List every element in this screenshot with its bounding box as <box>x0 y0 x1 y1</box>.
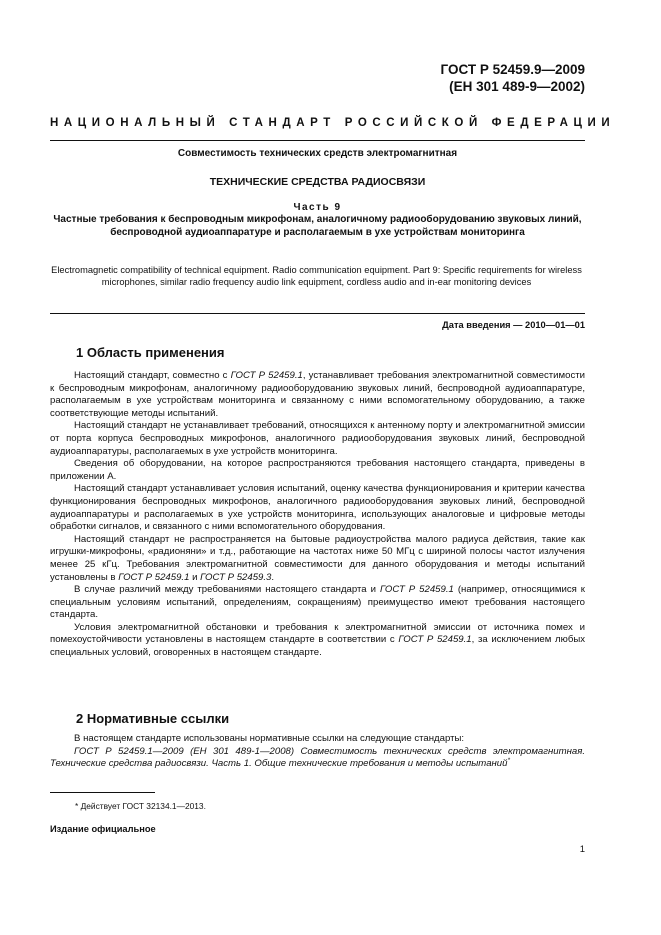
header-divider <box>50 140 585 141</box>
gost-number-block <box>441 61 585 95</box>
gost-number: ГОСТ Р 52459.9—2009 <box>440 62 585 77</box>
intro-date: Дата введения — 2010—01—01 <box>442 320 585 330</box>
section-1-heading: 1 Область применения <box>76 345 225 360</box>
title-line-1: Совместимость технических средств электромагнитная <box>177 148 458 159</box>
paragraph: Сведения об оборудовании, на которое распространяются требования настоящего стандарта, приведены в приложении А. <box>50 458 585 482</box>
en-number: (ЕН 301 489-9—2002) <box>449 79 585 94</box>
paragraph: Настоящий стандарт не устанавливает требований, относящихся к антенному порту и электромагнитной эмиссии от порта корпуса беспроводных микрофонов, аналогичного радиооборудования звуковых линий, беспроводной аудиоаппаратуры, располагаемых в ухе устройств мониторинга. <box>50 420 585 457</box>
paragraph: Настоящий стандарт, совместно с ГОСТ Р 52459.1, устанавливает требования электромагнитной совместимости к беспроводным микрофонам, аналогичному радиооборудованию звуковых линий, беспроводной аудиоаппаратуре, располагаемым в ухе устройствам мониторинга и связанному с ними вспомогательному оборудованию, а также соответствующие методы испытаний. <box>50 370 585 419</box>
english-title: Electromagnetic compatibility of technical equipment. Radio communication equipment. Part 9: Specific requirements for wireless microphones, similar radio frequency audio link equipment, cordless audio and in-ear monitoring devices <box>51 265 582 288</box>
standard-reference: ГОСТ Р 52459.3 <box>200 571 272 583</box>
standard-reference: ГОСТ Р 52459.1 <box>230 370 303 381</box>
section-1-body <box>50 370 585 660</box>
title-divider <box>50 313 585 314</box>
footnote-divider <box>50 792 155 793</box>
paragraph: Настоящий стандарт устанавливает условия испытаний, оценку качества функционирования и критерии качества функционирования беспроводных микрофонов, аналогичного радиооборудования звуковых линий, беспроводной аудиоаппаратуры и располагаемых в ухе устройств мониторинга, использующих аналоговые и цифровые методы обработки сигналов, и связанного с ними вспомогательного оборудования. <box>50 483 585 533</box>
standard-reference: ГОСТ Р 52459.1 <box>398 634 472 646</box>
paragraph: В настоящем стандарте использованы нормативные ссылки на следующие стандарты: <box>74 733 465 744</box>
part-label: Часть 9 <box>293 202 342 213</box>
paragraph: В случае различий между требованиями настоящего стандарта и ГОСТ Р 52459.1 (например, относящимися к специальным условиям испытаний, определениям, сокращениям) преимущество имеют требования настоящего стандарта. <box>50 584 586 621</box>
national-standard-heading: НАЦИОНАЛЬНЫЙ СТАНДАРТ РОССИЙСКОЙ ФЕДЕРАЦИИ <box>50 117 616 129</box>
standard-reference: ГОСТ Р 52459.1 <box>118 571 190 583</box>
edition-label: Издание официальное <box>50 824 156 834</box>
paragraph: Условия электромагнитной обстановки и требования к электромагнитной эмиссии от источника помех и помехоустойчивости установлены в настоящем стандарте в соответствии с ГОСТ Р 52459.1, за исключением любых специальных условий, оговоренных в настоящем стандарте. <box>50 621 586 659</box>
paragraph: Настоящий стандарт не распространяется на бытовые радиоустройства малого радиуса действия, такие как игрушки-микрофоны, «радионяни» и т.д., работающие на частотах ниже 50 МГц с шириной полосы частот излучения менее 25 кГц. Требования электромагнитной совместимости для данного оборудования и методы испытаний установлены в ГОСТ Р 52459.1 и ГОСТ Р 52459.3. <box>50 533 585 583</box>
footnote: * Действует ГОСТ 32134.1—2013. <box>75 801 206 811</box>
title-line-2: ТЕХНИЧЕСКИЕ СРЕДСТВА РАДИОСВЯЗИ <box>209 176 426 188</box>
normative-reference-item: ГОСТ Р 52459.1—2009 (ЕН 301 489-1—2008) Совместимость технических средств электромагнитная. Технические средства радиосвязи. Часть 1. Общие технические требования и методы испытаний* <box>50 745 585 770</box>
standard-reference: ГОСТ Р 52459.1 <box>379 584 454 596</box>
section-2-body <box>50 733 585 771</box>
page-number: 1 <box>579 844 585 855</box>
footnote-mark: * <box>507 757 511 764</box>
part-subtitle: Частные требования к беспроводным микрофонам, аналогичному радиооборудованию звуковых линий, беспроводной аудиоаппаратуре и располагаемым в ухе устройствам мониторинга <box>53 214 582 238</box>
section-2-heading: 2 Нормативные ссылки <box>76 711 230 726</box>
